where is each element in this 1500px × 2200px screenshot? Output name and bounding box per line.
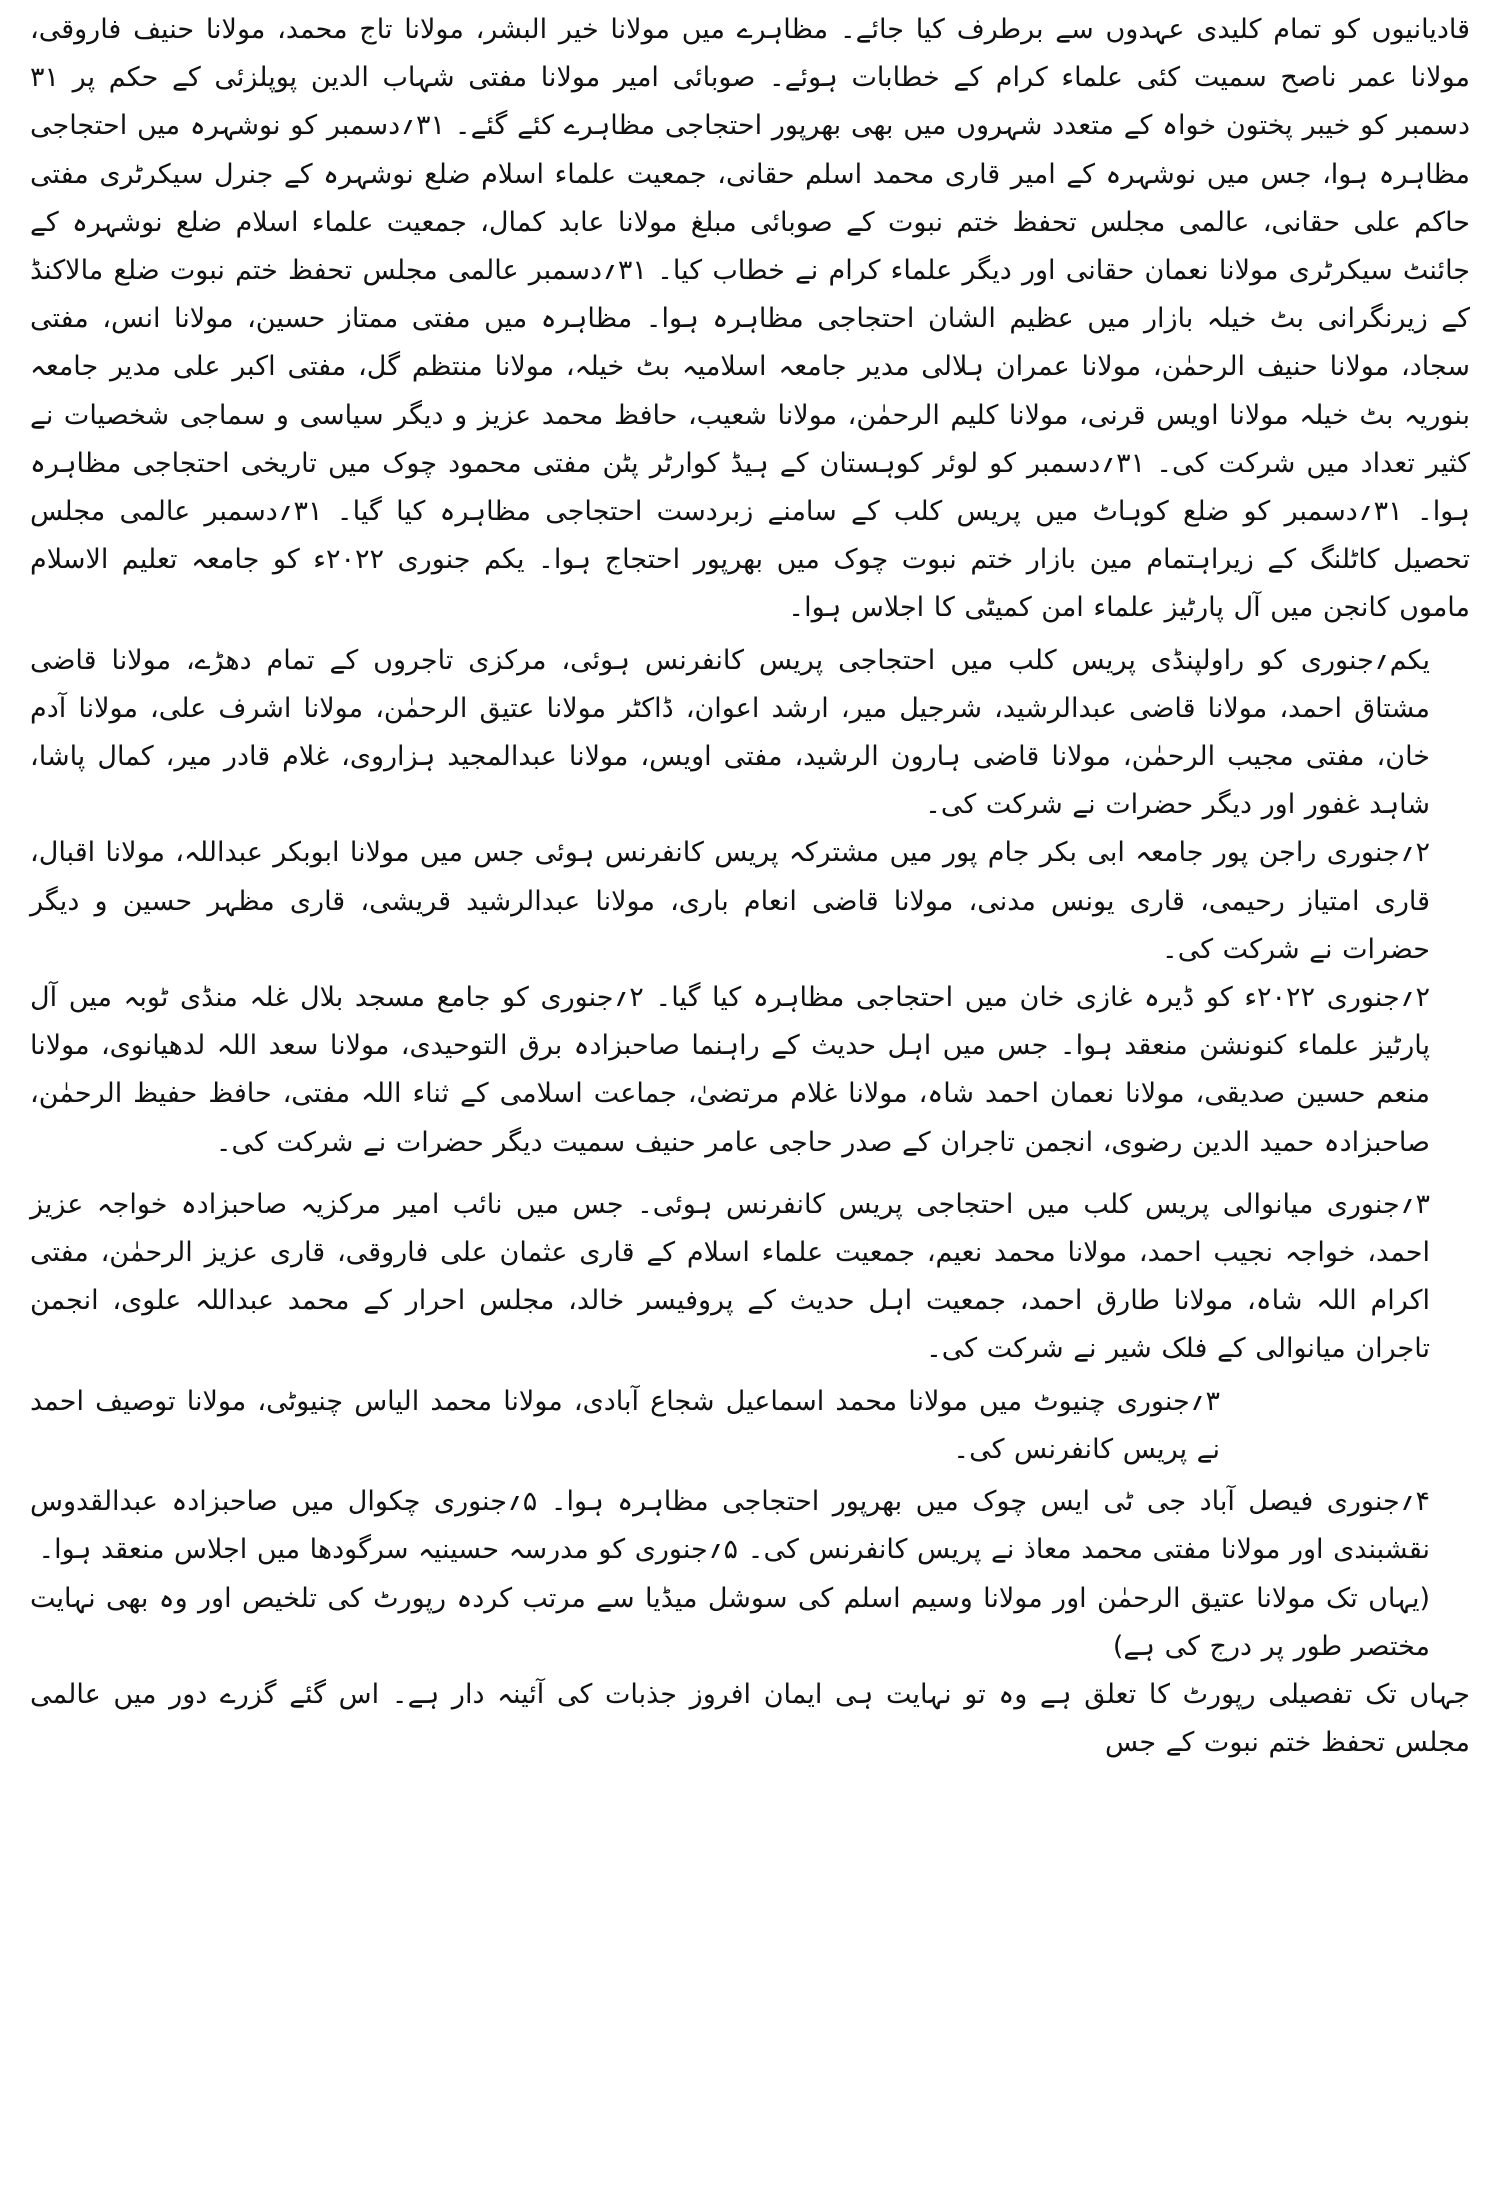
paragraph-detailed-report: جہاں تک تفصیلی رپورٹ کا تعلق ہے وہ تو نہایت ہی ایمان افروز جذبات کی آئینہ دار ہے۔ اس گئے گزرے دور میں عالمی مجلس تحفظ ختم نبوت کے جس: [30, 1678, 1470, 1759]
paragraph-chiniot-press-conference: ۳؍جنوری چنیوٹ میں مولانا محمد اسماعیل شجاع آبادی، مولانا محمد الیاس چنیوٹی، مولانا توصیف احمد نے پریس کانفرنس کی۔: [30, 1385, 1220, 1465]
paragraph-rawalpindi-press-conference: یکم؍جنوری کو راولپنڈی پریس کلب میں احتجاجی پریس کانفرنس ہوئی، مرکزی تاجروں کے تمام دھڑے، مولانا قاضی مشتاق احمد، مولانا قاضی عبدالرشید، شرجیل میر، ارشد اعوان، ڈاکٹر مولانا عتیق الرحمٰن، مولانا اشرف علی، مولانا آدم خان، مفتی مجیب الرحمٰن، مولانا قاضی ہارون الرشید، مفتی اویس، مولانا عبدالمجید ہزاروی، غلام قادر میر، کمال پاشا، شاہد غفور اور دیگر حضرات نے شرکت کی۔: [30, 644, 1430, 821]
paragraph-mianwali-press-conference: ۳؍جنوری میانوالی پریس کلب میں احتجاجی پریس کانفرنس ہوئی۔ جس میں نائب امیر مرکزیہ صاحبزادہ خواجہ عزیز احمد، خواجہ نجیب احمد، مولانا محمد نعیم، جمعیت علماء اسلام کے قاری عثمان علی فاروقی، قاری عزیز الرحمٰن، مفتی اکرام اللہ شاہ، مولانا طارق احمد، جمعیت اہل حدیث کے پروفیسر خالد، مجلس احرار کے محمد عبداللہ علوی، انجمن تاجران میانوالی کے فلک شیر نے شرکت کی۔: [30, 1188, 1430, 1365]
paragraph-faisalabad-protest: ۴؍جنوری فیصل آباد جی ٹی ایس چوک میں بھرپور احتجاجی مظاہرہ ہوا۔ ۵؍جنوری چکوال میں صاحبزادہ عبدالقدوس نقشبندی اور مولانا مفتی محمد معاذ نے پریس کانفرنس کی۔ ۵؍جنوری کو مدرسہ حسینیہ سرگودھا میں اجلاس منعقد ہوا۔: [30, 1486, 1430, 1566]
paragraph-dera-ghazi-khan-protest: ۲؍جنوری ۲۰۲۲ء کو ڈیرہ غازی خان میں احتجاجی مظاہرہ کیا گیا۔ ۲؍جنوری کو جامع مسجد بلال غلہ منڈی ٹوبہ میں آل پارٹیز علماء کنونشن منعقد ہوا۔ جس میں اہل حدیث کے راہنما صاحبزادہ برق التوحیدی، مولانا سعد اللہ لدھیانوی، مولانا منعم حسین صدیقی، مولانا نعمان احمد شاہ، مولانا غلام مرتضیٰ، جماعت اسلامی کے ثناء اللہ مفتی، حافظ حفیظ الرحمٰن، صاحبزادہ حمید الدین رضوی، انجمن تاجران کے صدر حاجی عامر حنیف سمیت دیگر حضرات نے شرکت کی۔: [30, 982, 1430, 1158]
paragraph-rajanpur-press-conference: ۲؍جنوری راجن پور جامعہ ابی بکر جام پور میں مشترکہ پریس کانفرنس ہوئی جس میں مولانا ابوبکر عبداللہ، مولانا اقبال، قاری امتیاز رحیمی، قاری یونس مدنی، مولانا قاضی انعام باری، مولانا عبدالرشید قریشی، قاری مظہر حسین و دیگر حضرات نے شرکت کی۔: [30, 837, 1430, 965]
paragraph-report-note: (یہاں تک مولانا عتیق الرحمٰن اور مولانا وسیم اسلم کی سوشل میڈیا سے مرتب کردہ رپورٹ کی تلخیص اور وہ بھی نہایت مختصر طور پر درج کی ہے): [30, 1582, 1430, 1662]
paragraph-protests-december: قادیانیوں کو تمام کلیدی عہدوں سے برطرف کیا جائے۔ مظاہرے میں مولانا خیر البشر، مولانا تاج محمد، مولانا حنیف فاروقی، مولانا عمر ناصح سمیت کئی علماء کرام کے خطابات ہوئے۔ صوبائی امیر مولانا مفتی شہاب الدین پوپلزئی کے حکم پر ۳۱ دسمبر کو خیبر پختون خواہ کے متعدد شہروں میں بھی بھرپور احتجاجی مظاہرے کئے گئے۔ ۳۱؍دسمبر کو نوشہرہ میں احتجاجی مظاہرہ ہوا، جس میں نوشہرہ کے امیر قاری محمد اسلم حقانی، جمعیت علماء اسلام ضلع نوشہرہ کے جنرل سیکرٹری مفتی حاکم علی حقانی، عالمی مجلس تحفظ ختم نبوت کے صوبائی مبلغ مولانا عابد کمال، جمعیت علماء اسلام ضلع نوشہرہ کے جائنٹ سیکرٹری مولانا نعمان حقانی اور دیگر علماء کرام نے خطاب کیا۔ ۳۱؍دسمبر عالمی مجلس تحفظ ختم نبوت ضلع مالاکنڈ کے زیرنگرانی بٹ خیلہ بازار میں عظیم الشان احتجاجی مظاہرہ ہوا۔ مظاہرہ میں مفتی ممتاز حسین، مولانا انس، مفتی سجاد، مولانا حنیف الرحمٰن، مولانا عمران ہلالی مدیر جامعہ اسلامیہ بٹ خیلہ، مولانا منتظم گل، مفتی اکبر علی مدیر جامعہ بنوریہ بٹ خیلہ مولانا اویس قرنی، مولانا کلیم الرحمٰن، مولانا شعیب، حافظ محمد عزیز و دیگر سیاسی و سماجی شخصیات نے کثیر تعداد میں شرکت کی۔ ۳۱؍دسمبر کو لوئر کوہستان کے ہیڈ کوارٹر پٹن مفتی محمود چوک میں تاریخی احتجاجی مظاہرہ ہوا۔ ۳۱؍دسمبر کو ضلع کوہاٹ میں پریس کلب کے سامنے زبردست احتجاجی مظاہرہ کیا گیا۔ ۳۱؍دسمبر عالمی مجلس تحصیل کاٹلنگ کے زیراہتمام مین بازار ختم نبوت چوک میں بھرپور احتجاج ہوا۔ یکم جنوری ۲۰۲۲ء کو جامعہ تعلیم الاسلام ماموں کانجن میں آل پارٹیز علماء امن کمیٹی کا اجلاس ہوا۔: [30, 14, 1471, 624]
